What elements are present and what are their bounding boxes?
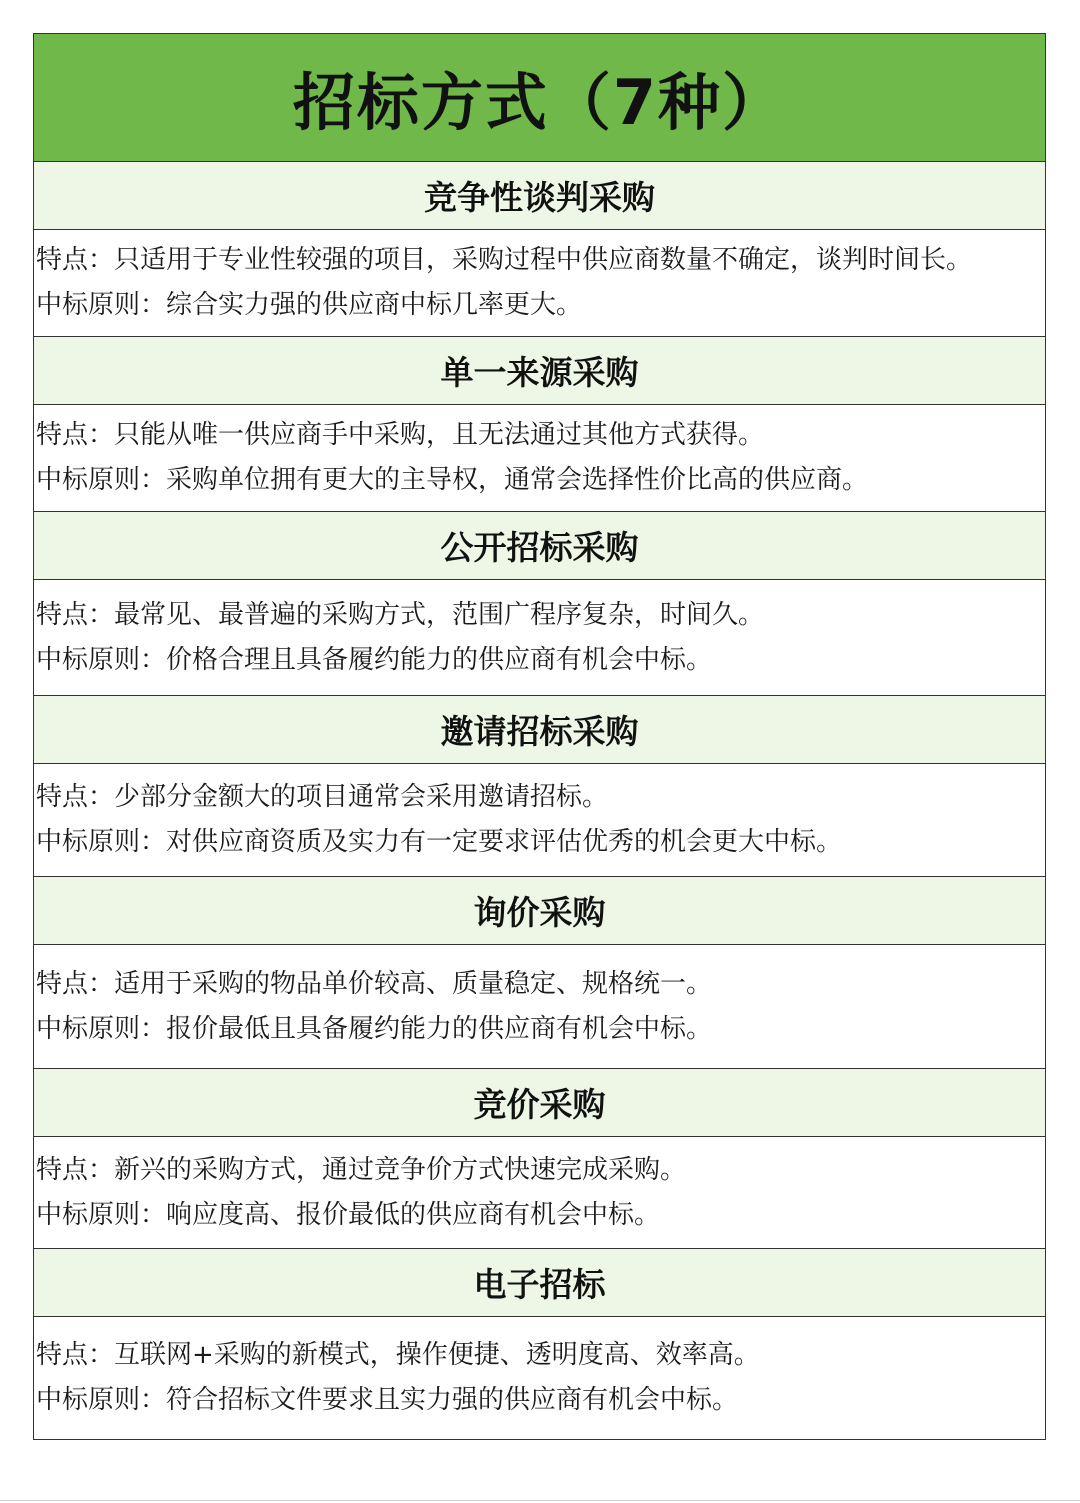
principle-text: 中标原则：符合招标文件要求且实力强的供应商有机会中标。 xyxy=(36,1385,739,1415)
feature-text: 特点：少部分金额大的项目通常会采用邀请招标。 xyxy=(36,782,609,812)
section-body xyxy=(34,405,1045,512)
feature-text: 特点：互联网+采购的新模式，操作便捷、透明度高、效率高。 xyxy=(36,1340,760,1370)
section-heading: 竞争性谈判采购 xyxy=(34,162,1045,230)
section-body xyxy=(34,580,1045,696)
principle-text: 中标原则：采购单位拥有更大的主导权，通常会选择性价比高的供应商。 xyxy=(36,465,869,495)
page-title: 招标方式（7种） xyxy=(34,34,1045,162)
principle-text: 中标原则：综合实力强的供应商中标几率更大。 xyxy=(36,290,583,320)
section-heading: 单一来源采购 xyxy=(34,337,1045,405)
section-heading: 公开招标采购 xyxy=(34,512,1045,580)
principle-text: 中标原则：响应度高、报价最低的供应商有机会中标。 xyxy=(36,1199,661,1230)
section-heading: 询价采购 xyxy=(34,877,1045,945)
section-heading: 电子招标 xyxy=(34,1249,1045,1317)
bottom-divider xyxy=(0,1500,1080,1501)
section-body xyxy=(34,1317,1045,1439)
section-heading: 邀请招标采购 xyxy=(34,696,1045,764)
section-body xyxy=(34,764,1045,877)
section-heading: 竞价采购 xyxy=(34,1069,1045,1137)
section-body xyxy=(34,945,1045,1069)
feature-text: 特点：适用于采购的物品单价较高、质量稳定、规格统一。 xyxy=(36,968,713,999)
principle-text: 中标原则：对供应商资质及实力有一定要求评估优秀的机会更大中标。 xyxy=(36,827,843,857)
procurement-methods-table xyxy=(33,33,1046,1440)
section-body xyxy=(34,1137,1045,1249)
section-body xyxy=(34,230,1045,337)
feature-text: 特点：新兴的采购方式，通过竞争价方式快速完成采购。 xyxy=(36,1154,687,1185)
feature-text: 特点：最常见、最普遍的采购方式，范围广程序复杂，时间久。 xyxy=(36,599,765,630)
principle-text: 中标原则：报价最低且具备履约能力的供应商有机会中标。 xyxy=(36,1013,713,1044)
feature-text: 特点：只适用于专业性较强的项目，采购过程中供应商数量不确定，谈判时间长。 xyxy=(36,245,973,275)
feature-text: 特点：只能从唯一供应商手中采购，且无法通过其他方式获得。 xyxy=(36,420,765,450)
principle-text: 中标原则：价格合理且具备履约能力的供应商有机会中标。 xyxy=(36,644,713,675)
